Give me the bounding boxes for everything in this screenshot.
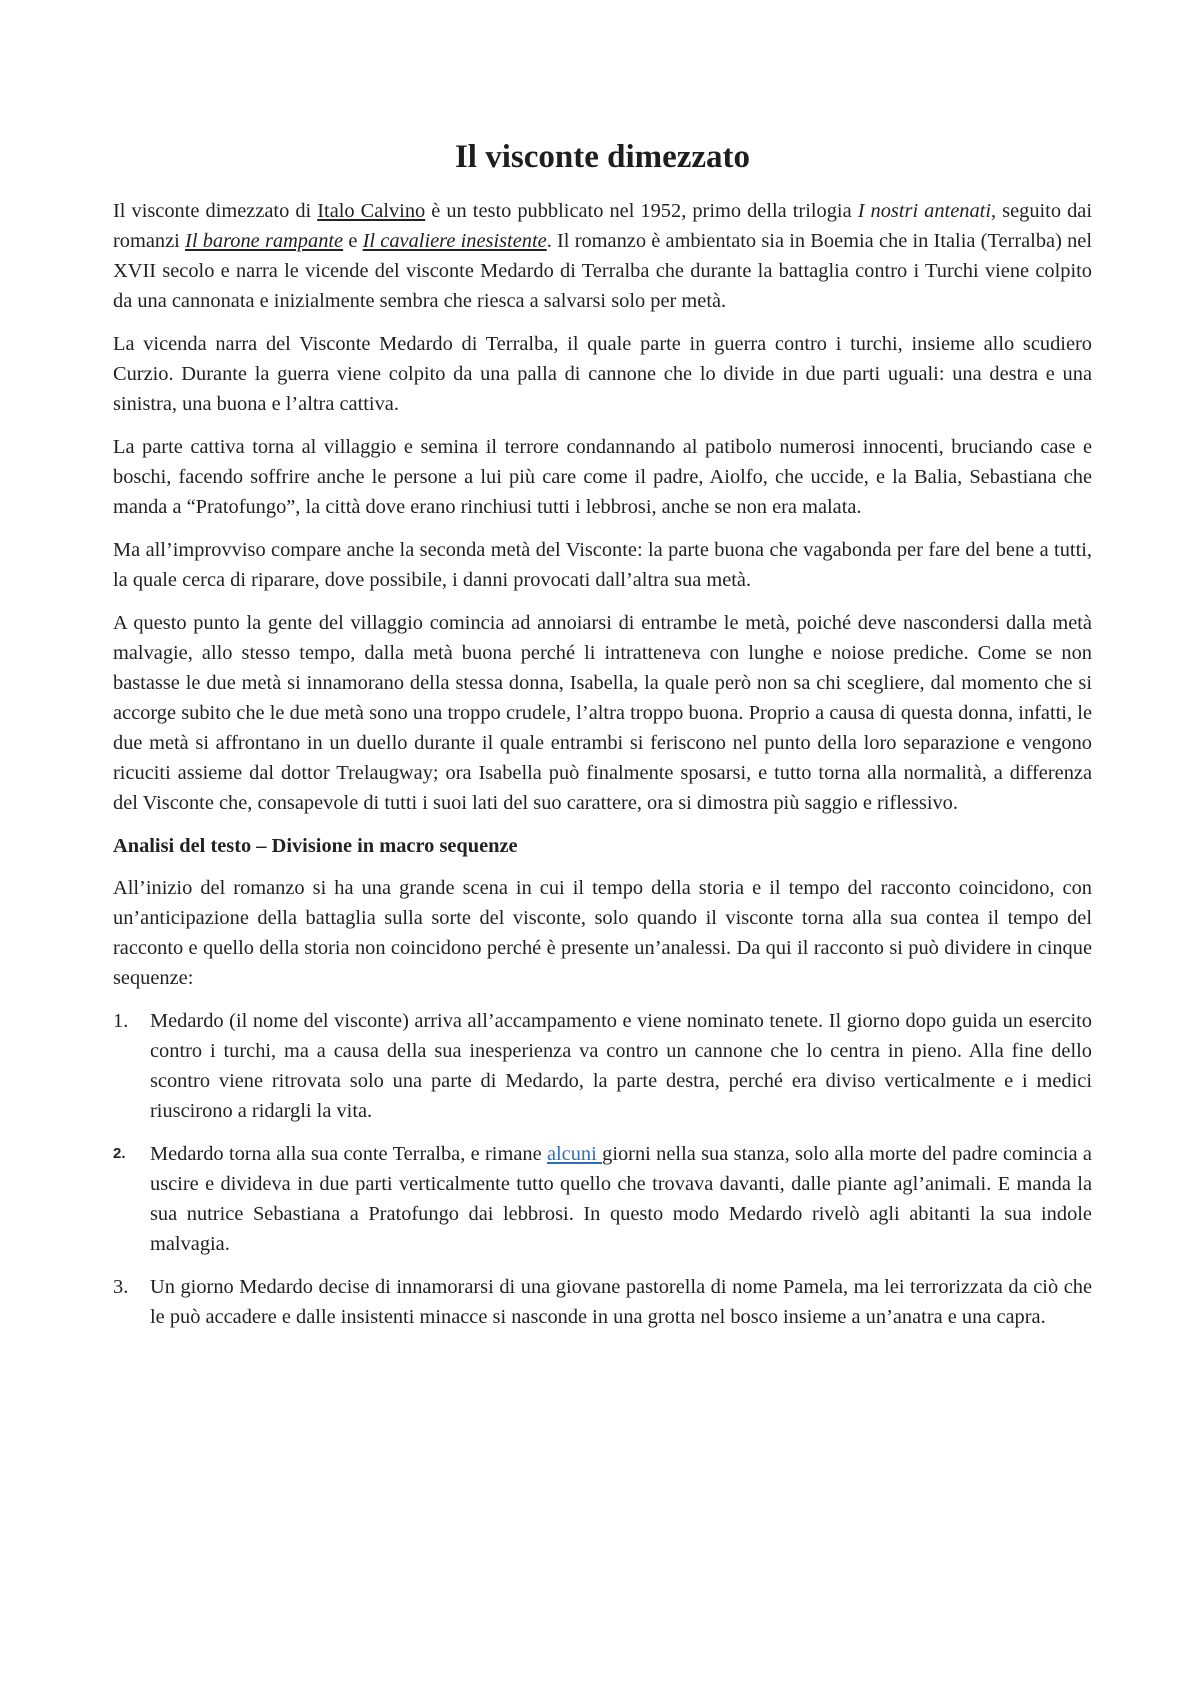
paragraph-analysis: All’inizio del romanzo si ha una grande scena in cui il tempo della storia e il tempo del racconto coincidono, con un’anticipazione della battaglia sulla sorte del visconte, solo quando il visconte torna alla sua contea il tempo del racconto e quello della storia non coincidono perché è presente un’analessi. Da qui il racconto si può dividere in cinque sequenze: — [113, 876, 1092, 989]
book-title-cavaliere: Il cavaliere inesistente — [362, 229, 547, 252]
paragraph-plot-3: Ma all’improvviso compare anche la seconda metà del Visconte: la parte buona che vagabonda per fare del bene a tutti, la quale cerca di riparare, dove possibile, i danni provocati dall’altra sua metà. — [113, 538, 1092, 591]
intro-text-4: e — [343, 229, 363, 252]
list-item-text: Medardo (il nome del visconte) arriva all’accampamento e viene nominato tenete. Il giorno dopo guida un esercito contro i turchi, ma a causa della sua inesperienza va contro un cannone che lo centra in pieno. Alla fine dello scontro viene ritrovata solo una parte di Medardo, la parte destra, perché era diviso verticalmente e i medici riuscirono a ridargli la vita. — [150, 1009, 1092, 1122]
intro-text-5: . Il romanzo è ambientato sia in Boemia che in Italia (Terralba) nel XVII secolo e narra le vicende del visconte Medardo di Terralba che durante la battaglia contro i Turchi viene colpito da una cannonata e inizialmente sembra che riesca a salvarsi solo per metà. — [113, 229, 1092, 312]
document-title: Il visconte dimezzato — [454, 139, 751, 175]
list-item — [113, 1139, 1092, 1259]
section-heading: Analisi del testo – Divisione in macro sequenze — [113, 834, 518, 857]
author-name: Italo Calvino — [317, 199, 426, 222]
list-item-text-part-2: giorni nella sua stanza, solo alla morte del padre comincia a uscire e divideva in due parti verticalmente tutto quello che trovava davanti, dalle piante agl’animali. E manda la sua nutrice Sebastiana a Pratofungo dai lebbrosi. In questo modo Medardo rivelò agli abitanti la sua indole malvagia. — [150, 1142, 1092, 1255]
list-item-number: 3. — [113, 1275, 129, 1298]
list-item-text-part-1: Medardo torna alla sua conte Terralba, e rimane — [150, 1142, 547, 1165]
list-item-text: Un giorno Medardo decise di innamorarsi di una giovane pastorella di nome Pamela, ma lei terrorizzata da ciò che le può accadere e dalle insistenti minacce si nasconde in una grotta nel bosco insieme a un’anatra e una capra. — [150, 1275, 1092, 1328]
paragraph-plot-1: La vicenda narra del Visconte Medardo di Terralba, il quale parte in guerra contro i turchi, insieme allo scudiero Curzio. Durante la guerra viene colpito da una palla di cannone che lo divide in due parti uguali: una destra e una sinistra, una buona e l’altra cattiva. — [113, 332, 1092, 415]
intro-text-3: , seguito dai romanzi — [113, 199, 1092, 252]
intro-text-1: Il visconte dimezzato di — [113, 199, 318, 222]
paragraph-plot-4: A questo punto la gente del villaggio comincia ad annoiarsi di entrambe le metà, poiché deve nascondersi dalla metà malvagie, allo stesso tempo, dalla metà buona perché li intratteneva con lunghe e noiose prediche. Come se non bastasse le due metà si innamorano della stessa donna, Isabella, la quale però non sa chi scegliere, dal momento che si accorge subito che le due metà sono una troppo crudele, l’altra troppo buona. Proprio a causa di questa donna, infatti, le due metà si affrontano in un duello durante il quale entrambi si feriscono nel punto della loro separazione e vengono ricuciti assieme dal dottor Trelaugway; ora Isabella può finalmente sposarsi, e tutto torna alla normalità, a differenza del Visconte che, consapevole di tutti i suoi lati del suo carattere, ora si dimostra più saggio e riflessivo. — [113, 611, 1092, 814]
list-item-number: 2. — [113, 1144, 126, 1162]
paragraph-plot-2: La parte cattiva torna al villaggio e semina il terrore condannando al patibolo numerosi innocenti, bruciando case e boschi, facendo soffrire anche le persone a lui più care come il padre, Aiolfo, che uccide, e la Balia, Sebastiana che manda a “Pratofungo”, la città dove erano rinchiusi tutti i lebbrosi, anche se non era malata. — [113, 435, 1092, 518]
sequence-list — [113, 1006, 1092, 1332]
list-item-number: 1. — [113, 1009, 129, 1032]
trilogy-title: I nostri antenati — [857, 199, 991, 222]
list-item — [113, 1006, 1092, 1126]
paragraph-intro — [113, 196, 1092, 316]
intro-text-2: è un testo pubblicato nel 1952, primo della trilogia — [425, 199, 858, 222]
hyperlink-alcuni[interactable]: alcuni — [546, 1142, 603, 1165]
book-title-barone: Il barone rampante — [185, 229, 344, 252]
list-item — [113, 1272, 1092, 1332]
